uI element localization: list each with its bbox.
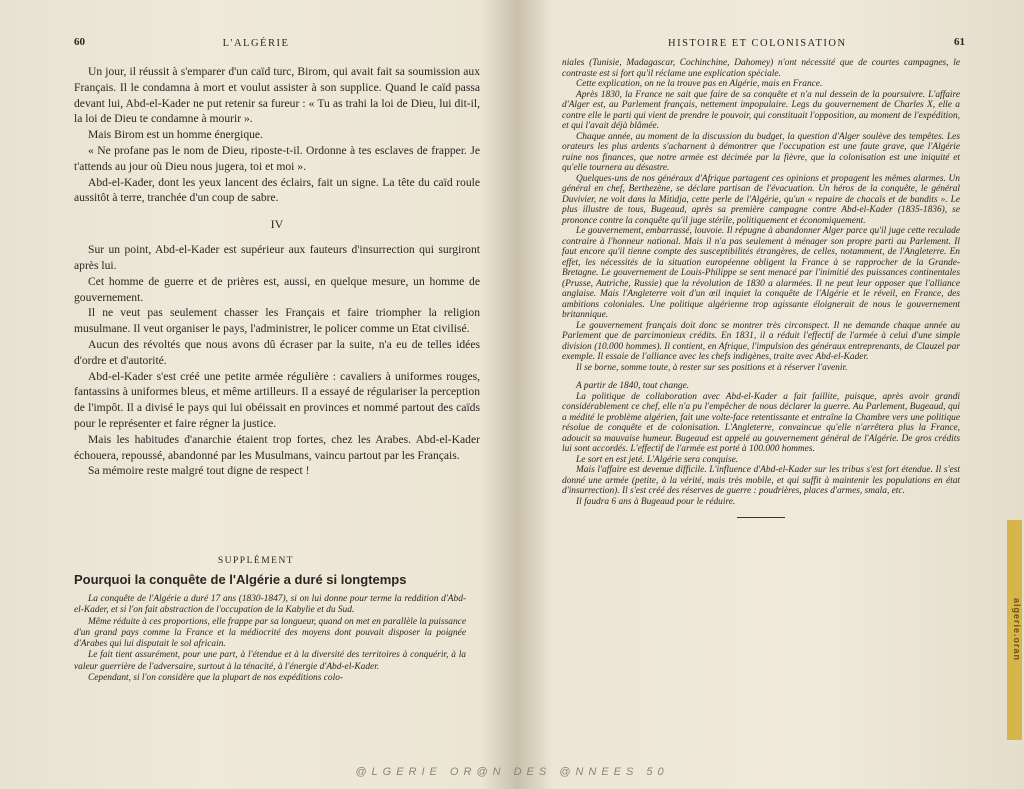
main-text — [562, 58, 960, 518]
paragraph: Il faudra 6 ans à Bugeaud pour le réduire. — [576, 496, 736, 507]
supplement-label: SUPPLÉMENT — [217, 556, 295, 566]
paragraph: La politique de collaboration avec Abd-el-Kader a fait faillite, puisque, après avoir grandi considérablement ce chef, elle n'a pu l'empêcher de nous déclarer la guerre. Au Parlement, Bugeaud, qui a médité le problème algérien, fait une volte-face retentissante et entraîne la Chambre vers une politique résolue de conquête et de colonisation. L'Angleterre, convaincue qu'elle n'arrêtera plus la France, adoucit sa mauvaise humeur. Bugeaud est appelé au gouvernement général de l'Algérie. De gros crédits lui sont accordés. L'effectif de l'armée est porté à 100.000 hommes. — [562, 391, 960, 454]
paragraph: Après 1830, la France ne sait que faire de sa conquête et n'a nul dessein de la poursuivre. L'affaire d'Alger est, au Parlement français, nettement impopulaire. Legs du gouvernement de Charles X, elle a contre elle le parti qui vient de prendre le pouvoir, qui constituait l'opposition, au moment de l'expédition, et qui l'avait déjà blâmée. — [562, 89, 960, 131]
supplement-text — [74, 594, 466, 684]
paragraph: Aucun des révoltés que nous avons dû écraser par la suite, n'a eu de telles idées d'ordre et d'autorité. — [74, 337, 480, 367]
right-page — [518, 0, 1024, 789]
paragraph: Un jour, il réussit à s'emparer d'un caïd turc, Birom, qui avait fait sa soumission aux Français. Il le condamna à mort et voulut assister à son supplice. Quand le caïd passa devant lui, Abd-el-Kader ne put retenir sa fureur : « Tu as trahi la loi de Dieu, lui dit-il, la loi de Dieu te condamne à mourir ». — [74, 65, 480, 126]
watermark: @LGERIE OR@N DES @NNEES 50 — [355, 766, 669, 778]
paragraph: « Ne profane pas le nom de Dieu, riposte-t-il. Ordonne à tes esclaves de frapper. Je t'attends au jour où Dieu nous jugera, toi et moi ». — [74, 143, 480, 173]
running-head: HISTOIRE ET COLONISATION — [668, 38, 847, 49]
paragraph: Cet homme de guerre et de prières est, aussi, en quelque mesure, un homme de gouvernement. — [74, 274, 480, 304]
paragraph: niales (Tunisie, Madagascar, Cochinchine, Dahomey) n'ont nécessité que de courtes campagnes, le contraste est si fort qu'il réclame une explication spéciale. — [562, 58, 960, 79]
paragraph: Mais l'affaire est devenue difficile. L'influence d'Abd-el-Kader sur les tribus s'est fort étendue. Il s'est donné une armée (petite, à la vérité, mais très mobile, et qui suffit à maintenir les populations en état d'insurrection). Il s'est créé des réserves de guerre : poudrières, places d'armes, smala, etc. — [562, 465, 960, 496]
paragraph: Abd-el-Kader, dont les yeux lancent des éclairs, fait un signe. La tête du caïd roule aussitôt à terre, tranchée d'un coup de sabre. — [74, 175, 480, 205]
paragraph: A partir de 1840, tout change. — [576, 381, 690, 391]
paragraph: Mais Birom est un homme énergique. — [88, 128, 263, 142]
paragraph: Le gouvernement français doit donc se montrer très circonspect. Il ne demande chaque année au Parlement que de parcimonieux crédits. En 1831, il a réduit l'effectif de l'armée à celui d'une simple division (10.000 hommes). Il contient, en Afrique, l'impulsion des généraux entreprenants, de Clauzel par exemple. Il essaie de l'alliance avec les chefs indigènes, traite avec Abd-el-Kader. — [562, 320, 960, 362]
paragraph: Le gouvernement, embarrassé, louvoie. Il répugne à abandonner Alger parce qu'il juge cette reculade contraire à l'honneur national. Mais il n'a pas seulement à ménager son propre parti au Parlement. Il faut encore qu'il tienne compte des susceptibilités étrangères, de celles, notamment, de l'Angleterre. En effet, les nécessités de la situation européenne obligent la France à se rapprocher de la Grande-Bretagne. Le gouvernement de Louis-Philippe se sent menacé par l'inimitié des puissances continentales (Prusse, Autriche, Russie) que la révolution de 1830 a alarmées. Il ne peut leur opposer que l'alliance anglaise. Mais l'Angleterre voit d'un œil inquiet la conquête de l'Algérie et le réveil, en France, des ambitions coloniales. Une politique algérienne trop agissante éloignerait de nous le gouvernement britannique. — [562, 226, 960, 320]
end-rule — [737, 517, 785, 518]
paragraph: Sur un point, Abd-el-Kader est supérieur aux fauteurs d'insurrection qui surgiront après lui. — [74, 243, 480, 272]
paragraph: Abd-el-Kader s'est créé une petite armée régulière : cavaliers à uniformes rouges, fantassins à uniformes bleus, et même artilleurs. Il a essayé de régulariser la perception de l'impôt. Il a divisé le pays qui lui obéissait en provinces et nommé partout des caïds pour le représenter et faire régner la justice. — [74, 369, 480, 430]
paragraph: Le sort en est jeté. L'Algérie sera conquise. — [576, 454, 739, 465]
paragraph: Sa mémoire reste malgré tout digne de respect ! — [88, 464, 310, 478]
paragraph: Cependant, si l'on considère que la plupart de nos expéditions colo- — [88, 673, 344, 684]
paragraph: Mais les habitudes d'anarchie étaient trop fortes, chez les Arabes. Abd-el-Kader échouera, repoussé, abandonné par les Musulmans, vaincu partout par les Français. — [74, 432, 480, 462]
supplement-title: Pourquoi la conquête de l'Algérie a duré si longtemps — [74, 572, 407, 587]
page-number: 60 — [74, 36, 85, 48]
paragraph: Le fait tient assurément, pour une part, à l'étendue et à la diversité des territoires à conquérir, à la valeur guerrière de l'adversaire, surtout à la ténacité, à l'énergie d'Abd-el-Kader. — [74, 650, 466, 672]
side-stamp: algerie.oran — [1007, 520, 1022, 740]
paragraph: Il ne veut pas seulement chasser les Français et faire triompher la religion musulmane. Il veut organiser le pays, l'administrer, le policer comme un Etat civilisé. — [74, 306, 480, 336]
paragraph: Chaque année, au moment de la discussion du budget, la question d'Alger soulève des tempêtes. Les orateurs les plus ardents s'acharnent à démontrer que l'occupation est une faute grave, que l'Algérie ruine nos finances, que notre armée est décimée par la fièvre, que la colonisation est une iniquité et qu'elle tournera au désastre. — [562, 131, 960, 173]
paragraph: Même réduite à ces proportions, elle frappe par sa longueur, quand on met en parallèle la puissance d'un grand pays comme la France et la médiocrité des moyens dont pouvait disposer la poignée d'Arabes qui lui disputait le sol africain. — [74, 616, 466, 650]
paragraph: La conquête de l'Algérie a duré 17 ans (1830-1847), si on lui donne pour terme la reddition d'Abd-el-Kader, et si l'on fait abstraction de l'occupation de la Kabylie et du Sud. — [74, 594, 466, 616]
section-number: IV — [270, 217, 284, 232]
page-number: 61 — [954, 36, 965, 48]
main-text — [74, 64, 480, 479]
paragraph: Il se borne, somme toute, à rester sur ses positions et à réserver l'avenir. — [576, 362, 848, 373]
paragraph: Quelques-uns de nos généraux d'Afrique partagent ces opinions et propagent les mêmes alarmes. Un général en chef, Berthezène, se déclare partisan de l'évacuation. Un héros de la conquête, le général Duvivier, ne voit dans la Mitidja, cette perle de l'Algérie, qu'un « repaire de chacals et de bandits ». Le plus illustre de tous, Bugeaud, après sa première campagne contre Abd-el-Kader (1835-1836), se prononce contre la conquête qu'il juge stérile, politiquement et économiquement. — [562, 173, 960, 226]
running-head: L'ALGÉRIE — [222, 38, 290, 49]
paragraph: Cette explication, on ne la trouve pas en Algérie, mais en France. — [576, 79, 823, 89]
